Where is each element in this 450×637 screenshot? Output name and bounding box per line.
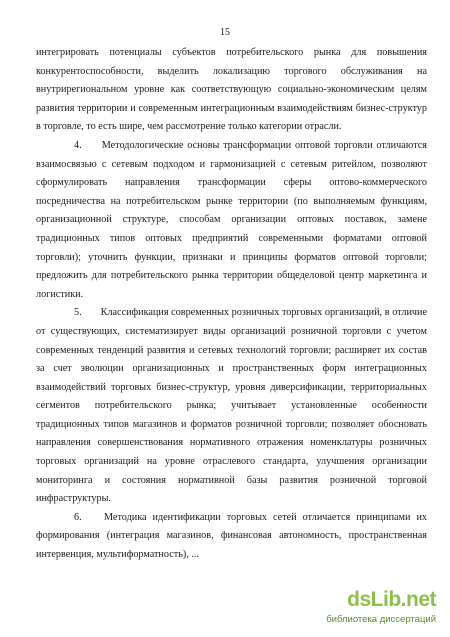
paragraph-item-4	[36, 137, 427, 304]
watermark-subtitle: библиотека диссертаций	[326, 614, 436, 625]
body-text	[36, 44, 427, 565]
paragraph-number: 5.	[74, 307, 82, 319]
paragraph-text: интегрировать потенциалы субъектов потребительского рынка для повышения конкурентоспособности, выделить локализацию торгового обслуживания на внутрирегиональном уровне как соответствующую социально-экономическим целям развития территории и современным интеграционным взаимодействиям бизнес-структур в торговле, то есть шире, чем рассмотрение только категории отрасли.	[36, 47, 427, 133]
paragraph-text: Методика идентификации торговых сетей отличается принципами их формирования (интеграция магазинов, финансовая автономность, пространственная интервенция, мультиформатность), ...	[36, 511, 427, 561]
paragraph-continuation	[36, 44, 427, 137]
page-number: 15	[220, 27, 230, 38]
paragraph-text: Классификация современных розничных торговых организаций, в отличие от существующих, систематизирует виды организаций розничной торговли с учетом современных тенденций развития и сетевых технологий торговли; расширяет их состав за счет эволюции организационных и пространственных форм интеграционных взаимодействий торговых бизнес-структур, уровня диверсификации, территориальных сегментов потребительского рынка; учитывает установленные особенности традиционных типов магазинов и форматов розничной торговли; позволяет обосновать направления совершенствования нормативного отражения номенклатуры розничных торговых организаций на уровне отраслевого стандарта, улучшения организации мониторинга и состояния нормативной базы развития розничной торговой инфраструктуры.	[36, 307, 428, 505]
paragraph-number: 6.	[74, 511, 82, 523]
paragraph-item-6	[36, 509, 427, 565]
paragraph-item-5	[36, 304, 427, 509]
watermark-logo: dsLib.net	[347, 588, 436, 611]
watermark	[316, 589, 436, 629]
paragraph-number: 4.	[74, 139, 82, 151]
paragraph-text: Методологические основы трансформации оптовой торговли отличаются взаимосвязью с сетевым подходом и гармонизацией с сетевым ритейлом, позволяют сформулировать направления трансформации сферы оптово-коммерческого посредничества на потребительском рынке территории (по выполняемым функциям, организационной структуре, способам организации оптовых поставок, замене традиционных типов оптовых предприятий современными форматами оптовой торговли); уточнить функции, признаки и принципы форматов оптовой торговли; предложить для потребительского рынка территории общеделовой центр маркетинга и логистики.	[36, 139, 427, 300]
